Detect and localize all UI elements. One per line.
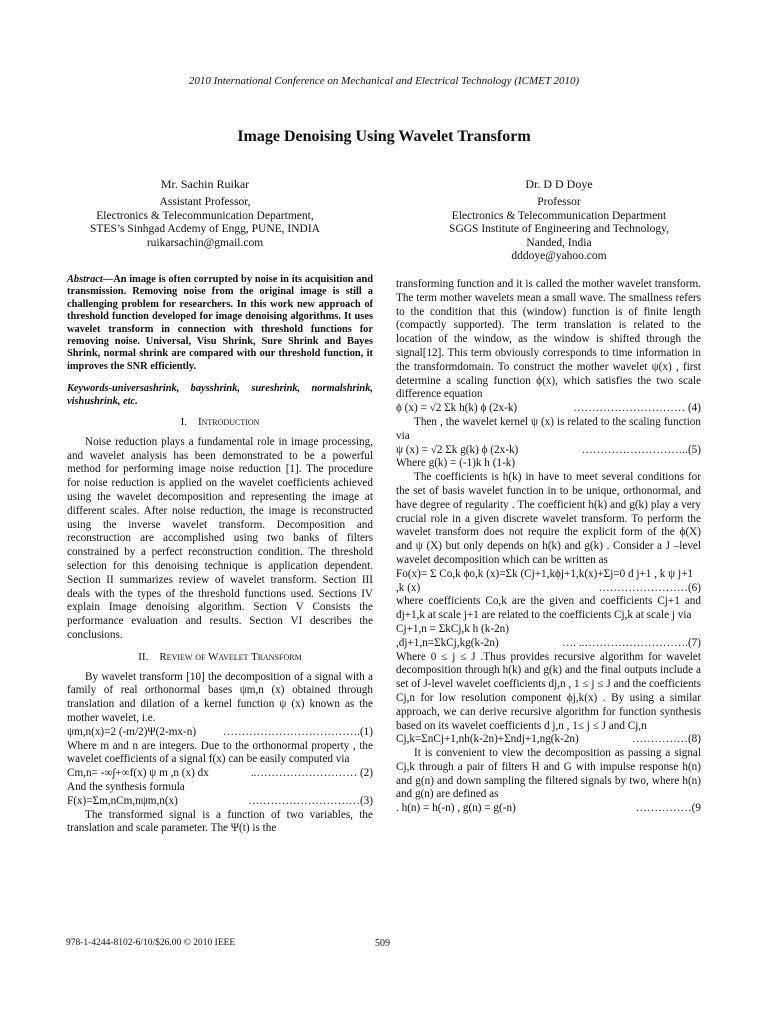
footer-copyright: 978-1-4244-8102-6/10/$26.00 © 2010 IEEE — [66, 938, 236, 948]
equation-body: Fo(x)= Σ Co,k ϕo,k (x)=Σk (Cj+1,kϕj+1,k(x)+Σj=0 d j+1 , k ψ j+1 ,k (x) — [396, 567, 693, 594]
author-block-1 — [40, 178, 370, 250]
body-text: The coefficients is h(k) in have to meet several conditions for the set of basis wavelet function in to be unique, orthonormal, and have degree of regularity . The coefficient h(k) and g(k) play a very crucial role in a given discrete wavelet transform. To perform the wavelet transform does not require the explicit form of the ϕ(X) and ψ (X) but only depends on h(k) and g(k) . Consider a J –level wavelet decomposition which can be written as — [396, 471, 701, 566]
author-block-2 — [394, 178, 724, 263]
equation-body: Cm,n= -∞∫+∞f(x) ψ m ,n (x) dx — [67, 767, 209, 780]
equation-body: ϕ (x) = √2 Σk h(k) ϕ (2x-k) — [396, 402, 518, 415]
section-title: Review of Wavelet Transform — [159, 650, 302, 663]
abstract-text: —An image is often corrupted by noise in its acquisition and transmission. Removing noise from the original image is still a challenging problem for researchers. In this work new approach of threshold function developed for image denoising algorithms. It uses wavelet transform in connection with threshold functions for removing noise. Universal, Visu Shrink, Sure Shrink and Bayes Shrink, normal shrink are compared with our threshold function, it improves the SNR efficiently. — [67, 274, 373, 372]
author-name: Mr. Sachin Ruikar — [160, 177, 250, 191]
body-text: Where 0 ≤ j ≤ J .Thus provides recursive algorithm for wavelet decomposition through h(k) and g(k) and the final outputs include a set of J-level wavelet coefficients dj,n , 1 ≤ j ≤ J and the coefficients Cj,n for low resolution component ϕj,k(x) . By using a similar approach, we can derive recursive algorithm for function synthesis based on its wavelet coefficients d j,n , 1≤ j ≤ J and Cj,n — [396, 650, 701, 732]
equation-6 — [396, 568, 701, 596]
equation-3 — [67, 795, 373, 809]
author-name: Dr. D D Doye — [525, 177, 593, 191]
body-text: And the synthesis formula — [67, 780, 185, 793]
equation-number: …………………………(3) — [248, 794, 373, 807]
equation-9 — [396, 802, 701, 816]
equation-body: F(x)=Σm,nCm,nψm,n(x) — [67, 794, 178, 807]
body-text: It is convenient to view the decomposition as passing a signal Cj,k through a pair of filters H and G with impulse response h(n) and g(n) and down sampling the filtered signals by two, where h(n) and g(n) are defined as — [396, 747, 701, 801]
author-email: dddoye@yahoo.com — [511, 250, 607, 263]
author-affiliation: Nanded, India — [526, 236, 592, 249]
equation-7a: Cj+1,n = ΣkCj,k h (k-2n) — [396, 622, 509, 635]
section-heading-review — [67, 651, 373, 665]
page-number: 509 — [375, 938, 390, 949]
author-affiliation: Professor — [537, 196, 581, 209]
equation-4 — [396, 402, 701, 416]
equation-number: ……………………………….(1) — [222, 725, 373, 738]
body-text: The transformed signal is a function of two variables, the translation and scale parameter. The Ψ(t) is the — [67, 808, 373, 835]
equation-number: ……………(8) — [632, 733, 701, 746]
equation-number: ……………(9 — [635, 802, 701, 815]
author-affiliation: STES’s Sinhgad Acdemy of Engg, PUNE, INDIA — [90, 223, 320, 236]
equation-7 — [396, 637, 701, 651]
keywords: Keywords-universashrink, baysshrink, sureshrink, normalshrink, vishushrink, etc. — [67, 383, 373, 407]
equation-body: ψ (x) = √2 Σk g(k) ϕ (2x-k) — [396, 443, 519, 456]
abstract-label: Abstract — [67, 274, 103, 285]
author-affiliation: Electronics & Telecommunication Department — [451, 209, 667, 222]
right-column — [396, 278, 701, 816]
equation-5 — [396, 444, 701, 458]
equation-body: . h(n) = h(-n) , g(n) = g(-n) — [396, 802, 516, 815]
equation-body: ,dj+1,n=ΣkCj,kg(k-2n) — [396, 636, 499, 649]
equation-number: ………………………..(5) — [581, 443, 701, 456]
left-column — [67, 274, 373, 836]
section-title: Introduction — [197, 416, 260, 429]
review-paragraph: By wavelet transform [10] the decomposition of a signal with a family of real orthonormal bases ψm,n (x) obtained through translation and dilation of a kernel function ψ (x) known as the mother wavelet, i.e. — [67, 670, 373, 724]
author-email: ruikarsachin@gmail.com — [146, 236, 264, 249]
equation-number: ………………………… (4) — [573, 402, 701, 415]
section-heading-introduction — [67, 416, 373, 430]
body-text: where coefficients Co,k are the given and coefficients Cj+1 and dj+1,k at scale j+1 are related to the coefficients Cj,k at scale j via — [396, 595, 701, 622]
introduction-paragraph: Noise reduction plays a fundamental role in image processing, and wavelet analysis has been demonstrated to be a powerful method for performing image noise reduction [1]. The procedure for noise reduction is applied on the wavelet coefficients achieved using the wavelet decomposition and representing the image at different scales. After noise reduction, the image is reconstructed using the inverse wavelet transform. Decomposition and reconstruction are accomplished using two banks of filters constrained by a perfect reconstruction condition. The threshold selection for this denoising technique is application dependent. Section II summarizes review of wavelet transform. Section III deals with the types of the threshold functions used. Sections IV explain Image denoising algorithm. Section V Consists the performance evaluation and results. Section VI describes the conclusions. — [67, 435, 373, 642]
body-text: transforming function and it is called the mother wavelet transform. The term mother wavelets mean a small wave. The smallness refers to the condition that this (window) function is of finite length (compactly supported). The term translation is related to the location of the window, as the window is shifted through the signal[12]. This term obviously corresponds to time information in the transformdomain. To construct the mother wavelet ψ(x) , first determine a scaling function ϕ(x), which satisfies the two scale difference equation — [396, 278, 701, 401]
author-affiliation: Assistant Professor, — [159, 196, 251, 209]
author-affiliation: SGGS Institute of Engineering and Technology, — [449, 223, 669, 236]
equation-number: ..……………………… (2) — [250, 767, 373, 780]
body-text: Then , the wavelet kernel ψ (x) is related to the scaling function via — [396, 415, 701, 442]
paper-title: Image Denoising Using Wavelet Transform — [237, 128, 531, 145]
equation-2 — [67, 767, 373, 781]
equation-1 — [67, 726, 373, 740]
equation-number: ……………………(6) — [598, 581, 701, 594]
section-number: II. — [138, 650, 149, 663]
equation-8 — [396, 733, 701, 747]
conference-header: 2010 International Conference on Mechanical and Electrical Technology (ICMET 2010) — [188, 75, 580, 87]
equation-number: …. ..……………………….(7) — [562, 636, 701, 649]
equation-5b: Where g(k) = (-1)k h (1-k) — [396, 457, 516, 470]
author-affiliation: Electronics & Telecommunication Department, — [96, 209, 314, 222]
equation-body: Cj,k=ΣnCj+1,nh(k-2n)+Σndj+1,ng(k-2n) — [396, 733, 579, 746]
equation-body: ψm,n(x)=2 (-m/2)Ψ(2-mx-n) — [67, 725, 197, 738]
body-text: Where m and n are integers. Due to the orthonormal property , the wavelet coefficients of a signal f(x) can be easily computed via — [67, 739, 373, 766]
abstract — [67, 274, 373, 373]
section-number: I. — [180, 416, 187, 429]
